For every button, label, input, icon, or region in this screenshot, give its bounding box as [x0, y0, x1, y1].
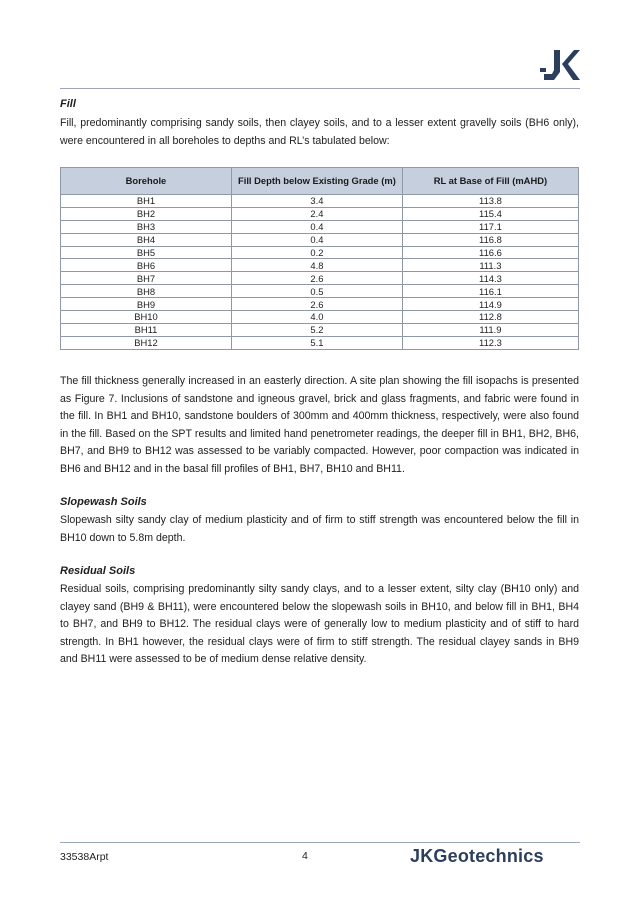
- fill-depth-table: [60, 167, 579, 350]
- cell-depth: 2.6: [231, 272, 402, 285]
- table-row: [61, 207, 579, 220]
- cell-rl: 114.3: [402, 272, 578, 285]
- cell-borehole: BH12: [61, 336, 232, 349]
- cell-depth: 4.8: [231, 259, 402, 272]
- brand-jk: JK: [410, 846, 434, 866]
- cell-borehole: BH5: [61, 246, 232, 259]
- table-row: [61, 285, 579, 298]
- cell-borehole: BH6: [61, 259, 232, 272]
- cell-borehole: BH3: [61, 220, 232, 233]
- cell-rl: 115.4: [402, 207, 578, 220]
- cell-borehole: BH7: [61, 272, 232, 285]
- fill-body: The fill thickness generally increased in an easterly direction. A site plan showing the fill isopachs is presented as Figure 7. Inclusions of sandstone and igneous gravel, brick and glass fragments, and fabric were found in the fill. In BH1 and BH10, sandstone boulders of 300mm and 400mm thickness, respectively, were also found in the fill. Based on the SPT results and limited hand penetrometer readings, the deeper fill in BH1, BH2, BH6, BH7, and BH9 to BH12 was assessed to be variably compacted. However, poor compaction was indicated in BH6 and BH12 and in the basal fill profiles of BH1, BH7, BH10 and BH11.: [60, 375, 579, 475]
- cell-depth: 2.4: [231, 207, 402, 220]
- cell-rl: 116.8: [402, 233, 578, 246]
- cell-borehole: BH1: [61, 195, 232, 208]
- cell-borehole: BH10: [61, 311, 232, 324]
- page-number: 4: [302, 850, 308, 862]
- table-row: [61, 195, 579, 208]
- table-row: [61, 246, 579, 259]
- cell-depth: 2.6: [231, 298, 402, 311]
- table-row: [61, 311, 579, 324]
- fill-heading: Fill: [60, 98, 76, 110]
- fill-intro: Fill, predominantly comprising sandy soils, then clayey soils, and to a lesser extent gravelly soils (BH6 only), were encountered in all boreholes to depths and RL’s tabulated below:: [60, 117, 579, 147]
- cell-depth: 5.2: [231, 323, 402, 336]
- col-borehole: Borehole: [61, 168, 232, 195]
- cell-depth: 0.5: [231, 285, 402, 298]
- cell-rl: 113.8: [402, 195, 578, 208]
- cell-depth: 0.2: [231, 246, 402, 259]
- table-row: [61, 323, 579, 336]
- cell-rl: 114.9: [402, 298, 578, 311]
- cell-borehole: BH8: [61, 285, 232, 298]
- cell-depth: 0.4: [231, 233, 402, 246]
- residual-body: Residual soils, comprising predominantly silty sandy clays, and to a lesser extent, silty clay (BH10 only) and clayey sand (BH9 & BH11), were encountered below the slopewash soils in BH10, and below fill in BH1, BH4 to BH7, and BH9 to BH12. The residual clays were of generally low to medium plasticity and of stiff to hard strength. In BH1 however, the residual clays were of firm to stiff strength. The residual clayey sands in BH9 and BH11 were assessed to be of medium dense relative density.: [60, 583, 579, 665]
- header-rule: [60, 88, 580, 89]
- cell-depth: 5.1: [231, 336, 402, 349]
- brand-rest: Geotechnics: [433, 846, 544, 866]
- cell-borehole: BH2: [61, 207, 232, 220]
- table-header-row: [61, 168, 579, 195]
- residual-heading: Residual Soils: [60, 565, 136, 577]
- table-row: [61, 272, 579, 285]
- cell-depth: 4.0: [231, 311, 402, 324]
- brand-wordmark: [410, 846, 544, 867]
- table-row: [61, 220, 579, 233]
- cell-rl: 112.8: [402, 311, 578, 324]
- cell-borehole: BH9: [61, 298, 232, 311]
- cell-rl: 117.1: [402, 220, 578, 233]
- cell-rl: 116.6: [402, 246, 578, 259]
- table-row: [61, 259, 579, 272]
- col-rl-base: RL at Base of Fill (mAHD): [402, 168, 578, 195]
- cell-rl: 111.3: [402, 259, 578, 272]
- slopewash-heading: Slopewash Soils: [60, 496, 147, 508]
- table-row: [61, 336, 579, 349]
- report-reference: 33538Arpt: [60, 851, 109, 863]
- cell-depth: 3.4: [231, 195, 402, 208]
- jk-logo-icon: [540, 46, 580, 84]
- cell-depth: 0.4: [231, 220, 402, 233]
- cell-rl: 112.3: [402, 336, 578, 349]
- slopewash-body: Slopewash silty sandy clay of medium plasticity and of firm to stiff strength was encountered below the fill in BH10 down to 5.8m depth.: [60, 514, 579, 544]
- cell-rl: 111.9: [402, 323, 578, 336]
- cell-borehole: BH4: [61, 233, 232, 246]
- cell-borehole: BH11: [61, 323, 232, 336]
- footer-rule: [60, 842, 580, 843]
- cell-rl: 116.1: [402, 285, 578, 298]
- table-row: [61, 298, 579, 311]
- table-row: [61, 233, 579, 246]
- col-fill-depth: Fill Depth below Existing Grade (m): [231, 168, 402, 195]
